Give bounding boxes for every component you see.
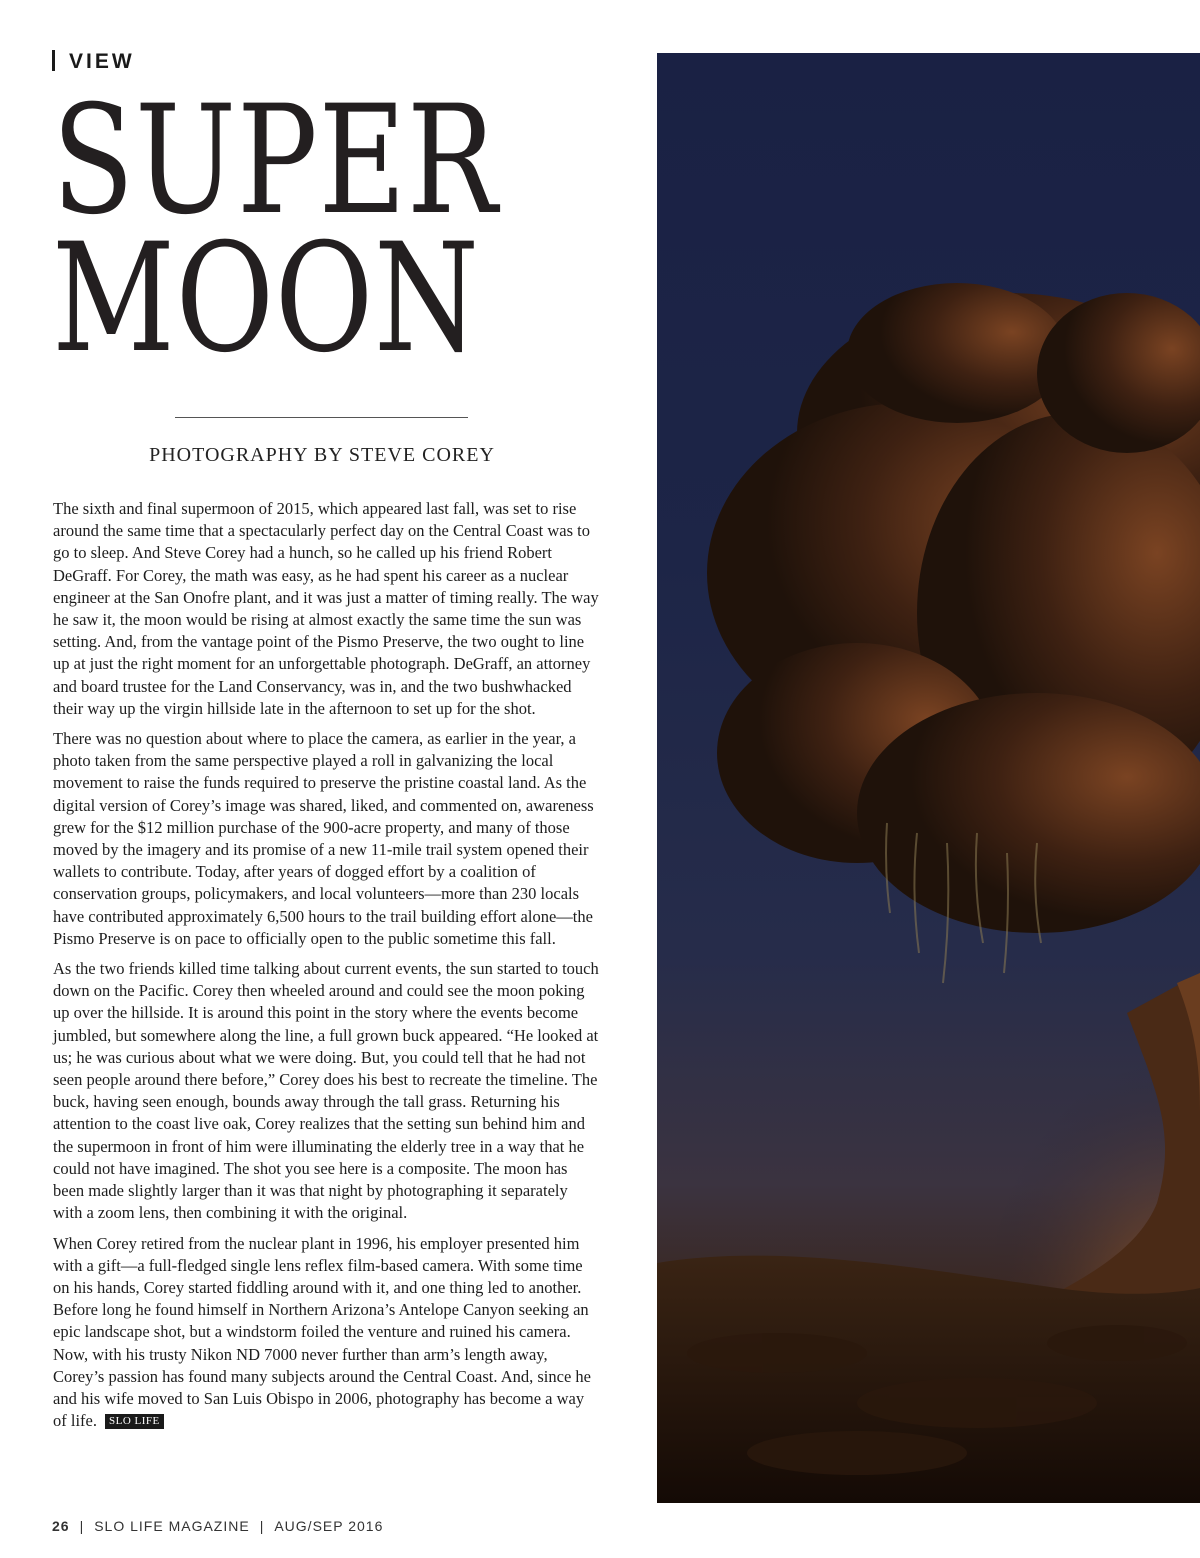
article-body	[53, 498, 599, 1440]
section-label	[52, 50, 135, 74]
section-text: VIEW	[69, 50, 135, 73]
paragraph-3: As the two friends killed time talking about current events, the sun started to touch down on the Pacific. Corey then wheeled around and could see the moon poking up over the hillside. It is around this point in the story where the events become jumbled, but somewhere along the line, a full grown buck appeared. “He looked at us; he was curious about what we were doing. But, you could tell that he had not seen people around there before,” Corey does his best to recreate the timeline. The buck, having seen enough, bounds away through the tall grass. Returning his attention to the coast live oak, Corey realizes that the setting sun behind him and the supermoon in front of him were illuminating the elderly tree in a way that he could not have imagined. The shot you see here is a composite. The moon has been made slightly larger than it was that night by photographing it separately with a zoom lens, then combining it with the original.	[53, 959, 599, 1223]
issue-date: AUG/SEP 2016	[274, 1518, 384, 1534]
supermoon-oak-tree-photo	[657, 53, 1200, 1503]
page-title	[52, 74, 500, 386]
end-mark-logo: SLO LIFE	[105, 1414, 164, 1429]
title-divider	[175, 417, 468, 418]
paragraph-2: There was no question about where to place the camera, as earlier in the year, a photo taken from the same perspective played a roll in galvanizing the local movement to raise the funds required to preserve the pristine coastal land. As the digital version of Corey’s image was shared, liked, and commented on, awareness grew for the $12 million purchase of the 900-acre property, and many of those moved by the imagery and its promise of a new 11-mile trail system opened their wallets to contribute. Today, after years of dogged effort by a coalition of conservation groups, policymakers, and local volunteers—more than 230 locals have contributed approximately 6,500 hours to the trail building effort alone—the Pismo Preserve is on pace to officially open to the public sometime this fall.	[53, 729, 594, 948]
section-bar	[52, 50, 55, 71]
publication-name: SLO LIFE MAGAZINE	[94, 1518, 250, 1534]
footer-divider-2: |	[259, 1518, 265, 1534]
paragraph-4-wrap	[53, 1233, 599, 1433]
photo-credit: PHOTOGRAPHY BY STEVE COREY	[149, 444, 495, 466]
title-line-1: SUPER	[52, 74, 499, 248]
title-line-2: MOON	[52, 212, 480, 386]
page-footer	[52, 1518, 383, 1534]
paragraph-1: The sixth and final supermoon of 2015, which appeared last fall, was set to rise around the same time that a spectacularly perfect day on the Central Coast was to go to sleep. And Steve Corey had a hunch, so he called up his friend Robert DeGraff. For Corey, the math was easy, as he had spent his career as a nuclear engineer at the San Onofre plant, and it was just a matter of timing really. The way he saw it, the moon would be rising at almost exactly the same time the sun was setting. And, from the vantage point of the Pismo Preserve, the two ought to line up at just the right moment for an unforgettable photograph. DeGraff, an attorney and board trustee for the Land Conservancy, was in, and the two bushwhacked their way up the virgin hillside late in the afternoon to set up for the shot.	[53, 499, 599, 718]
paragraph-4: When Corey retired from the nuclear plant in 1996, his employer presented him with a gift—a full-fledged single lens reflex film-based camera. With some time on his hands, Corey started fiddling around with it, and one thing led to another. Before long he found himself in Northern Arizona’s Antelope Canyon seeking an epic landscape shot, but a windstorm foiled the venture and ruined his camera. Now, with his trusty Nikon ND 7000 never further than arm’s length away, Corey’s passion has found many subjects around the Central Coast. And, since he and his wife moved to San Luis Obispo in 2006, photography has become a way of life.	[53, 1233, 591, 1431]
footer-divider-1: |	[79, 1518, 85, 1534]
page-number: 26	[52, 1518, 70, 1534]
